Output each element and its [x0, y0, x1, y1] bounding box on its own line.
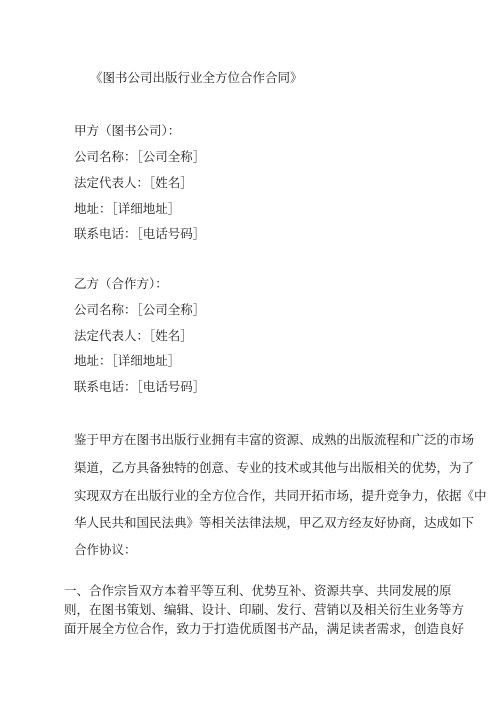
preamble-line: 鉴于甲方在图书出版行业拥有丰富的资源、成熟的出版流程和广泛的市场 — [74, 432, 475, 447]
party-a-phone: 联系电话：［电话号码］ — [74, 226, 206, 241]
preamble-line: 实现双方在出版行业的全方位合作，共同开拓市场，提升竞争力，依据《中 — [74, 488, 487, 503]
party-b-company-name: 公司名称：［公司全称］ — [74, 302, 206, 317]
party-b-address: 地址：［详细地址］ — [74, 353, 181, 368]
section-1-line: 则，在图书策划、编辑、设计、印刷、发行、营销以及相关衍生业务等方 — [64, 602, 465, 617]
party-a-company-name: 公司名称：［公司全称］ — [74, 149, 206, 164]
party-a-address: 地址：［详细地址］ — [74, 201, 181, 216]
preamble-line: 合作协议： — [74, 542, 137, 557]
party-b-phone: 联系电话：［电话号码］ — [74, 379, 206, 394]
preamble-line: 渠道，乙方具备独特的创意、专业的技术或其他与出版相关的优势，为了 — [74, 460, 475, 475]
party-a-heading: 甲方（图书公司）： — [74, 123, 181, 138]
contract-title: 《图书公司出版行业全方位合作合同》 — [90, 70, 303, 85]
party-b-heading: 乙方（合作方）： — [74, 276, 168, 291]
section-1-line: 一、合作宗旨双方本着平等互利、优势互补、资源共享、共同发展的原 — [64, 583, 452, 598]
section-1-line: 面开展全方位合作，致力于打造优质图书产品，满足读者需求，创造良好 — [64, 621, 465, 636]
party-b-representative: 法定代表人：［姓名］ — [74, 328, 193, 343]
preamble-line: 华人民共和国民法典》等相关法律法规，甲乙双方经友好协商，达成如下 — [74, 515, 475, 530]
party-a-representative: 法定代表人：［姓名］ — [74, 175, 193, 190]
